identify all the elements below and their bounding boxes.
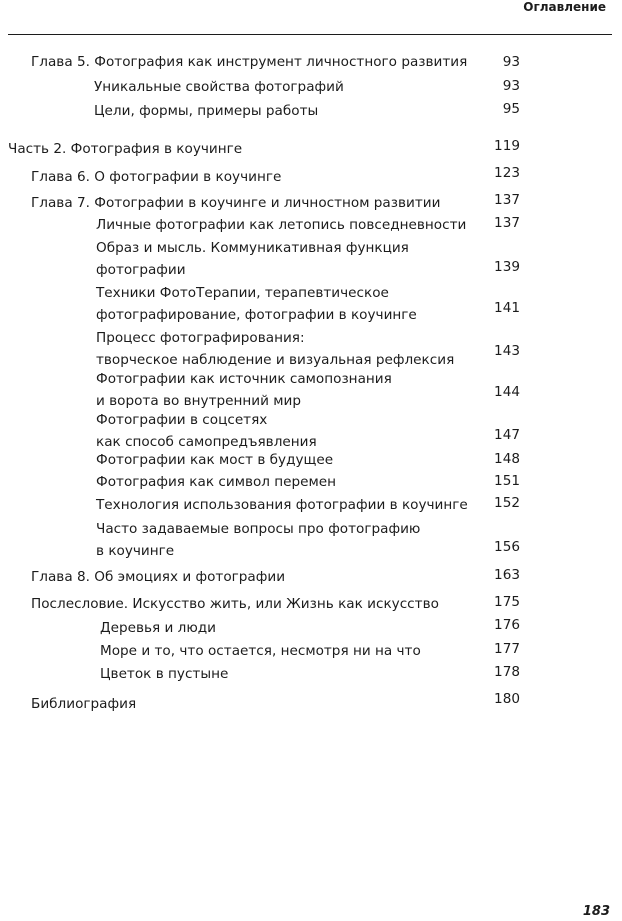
toc-entry-section[interactable] (94, 100, 318, 122)
toc-page-number: 180 (494, 691, 520, 707)
toc-entry-title: творческое наблюдение и визуальная рефлексия (96, 352, 455, 368)
toc-page-number: 176 (494, 617, 520, 633)
toc-page-number: 178 (494, 664, 520, 680)
toc-entry-title: Фотография как символ перемен (96, 474, 337, 490)
toc-entry-title: как способ самопредъявления (96, 434, 317, 450)
toc-page-number: 175 (494, 594, 520, 610)
toc-entry-title: Часть 2. Фотография в коучинге (8, 141, 243, 157)
toc-entry-title: Фотографии в соцсетях (96, 412, 268, 428)
toc-entry-section[interactable] (96, 518, 420, 562)
toc-entry-chapter-8[interactable] (31, 566, 285, 588)
toc-page-number: 137 (494, 192, 520, 208)
toc-entry-section[interactable] (96, 282, 417, 326)
toc-entry-section[interactable] (100, 663, 228, 685)
toc-page-number: 151 (494, 473, 520, 489)
running-head: Оглавление (523, 0, 606, 14)
toc-entry-title: Глава 6. О фотографии в коучинге (31, 169, 282, 185)
toc-entry-section[interactable] (96, 494, 468, 516)
toc-page-number: 137 (494, 215, 520, 231)
toc-entry-afterword[interactable] (31, 593, 439, 615)
toc-page-number: 95 (502, 101, 520, 117)
toc-page-number: 141 (494, 300, 520, 316)
toc-entry-section[interactable] (100, 640, 421, 662)
toc-entry-bibliography[interactable] (31, 693, 136, 715)
toc-entry-title: Море и то, что остается, несмотря ни на что (100, 643, 421, 659)
page-folio: 183 (582, 904, 610, 919)
toc-page-number: 93 (502, 54, 520, 70)
toc-entry-chapter-6[interactable] (31, 166, 281, 188)
toc-entry-title: Глава 7. Фотографии в коучинге и личностном развитии (31, 195, 441, 211)
toc-entry-section[interactable] (96, 327, 454, 371)
toc-entry-chapter-5[interactable] (31, 51, 467, 73)
toc-entry-title: Глава 5. Фотография как инструмент личностного развития (31, 54, 468, 70)
toc-entry-title: в коучинге (96, 543, 175, 559)
toc-entry-title: и ворота во внутренний мир (96, 393, 301, 409)
toc-entry-title: фотографирование, фотографии в коучинге (96, 307, 417, 323)
toc-entry-title: Технология использования фотографии в коучинге (96, 497, 468, 513)
toc-page-number: 148 (494, 451, 520, 467)
toc-entry-title: Фотографии как мост в будущее (96, 452, 334, 468)
toc-page-number: 144 (494, 384, 520, 400)
toc-entry-section[interactable] (96, 409, 317, 453)
toc-entry-title: Цели, формы, примеры работы (94, 103, 319, 119)
toc-entry-section[interactable] (96, 237, 409, 281)
toc-page-number: 119 (494, 138, 520, 154)
toc-page-number: 147 (494, 427, 520, 443)
toc-entry-title: Часто задаваемые вопросы про фотографию (96, 521, 421, 537)
toc-page-number: 163 (494, 567, 520, 583)
toc-entry-title: Образ и мысль. Коммуникативная функция (96, 240, 409, 256)
toc-page-number: 143 (494, 343, 520, 359)
toc-entry-title: Цветок в пустыне (100, 666, 229, 682)
toc-entry-section[interactable] (96, 471, 336, 493)
toc-entry-title: Послесловие. Искусство жить, или Жизнь как искусство (31, 596, 439, 612)
toc-entry-part-2[interactable] (8, 138, 242, 160)
toc-entry-section[interactable] (100, 617, 216, 639)
toc-entry-title: Фотографии как источник самопознания (96, 371, 392, 387)
toc-page-number: 156 (494, 539, 520, 555)
toc-page-number: 152 (494, 495, 520, 511)
toc-entry-title: Уникальные свойства фотографий (94, 79, 344, 95)
toc-entry-title: Процесс фотографирования: (96, 330, 305, 346)
toc-page-number: 177 (494, 641, 520, 657)
toc-entry-section[interactable] (96, 449, 333, 471)
toc-entry-title: фотографии (96, 262, 186, 278)
toc-entry-title: Техники ФотоТерапии, терапевтическое (96, 285, 389, 301)
toc-entry-section[interactable] (96, 368, 392, 412)
toc-page-number: 93 (502, 78, 520, 94)
toc-page-number: 123 (494, 165, 520, 181)
toc-page-number: 139 (494, 259, 520, 275)
toc-entry-chapter-7[interactable] (31, 192, 440, 214)
toc-entry-section[interactable] (96, 214, 466, 236)
toc-entry-title: Библиография (31, 696, 137, 712)
toc-entry-title: Личные фотографии как летопись повседневности (96, 217, 467, 233)
toc-entry-title: Глава 8. Об эмоциях и фотографии (31, 569, 286, 585)
toc-entry-title: Деревья и люди (100, 620, 217, 636)
toc-entry-section[interactable] (94, 76, 344, 98)
